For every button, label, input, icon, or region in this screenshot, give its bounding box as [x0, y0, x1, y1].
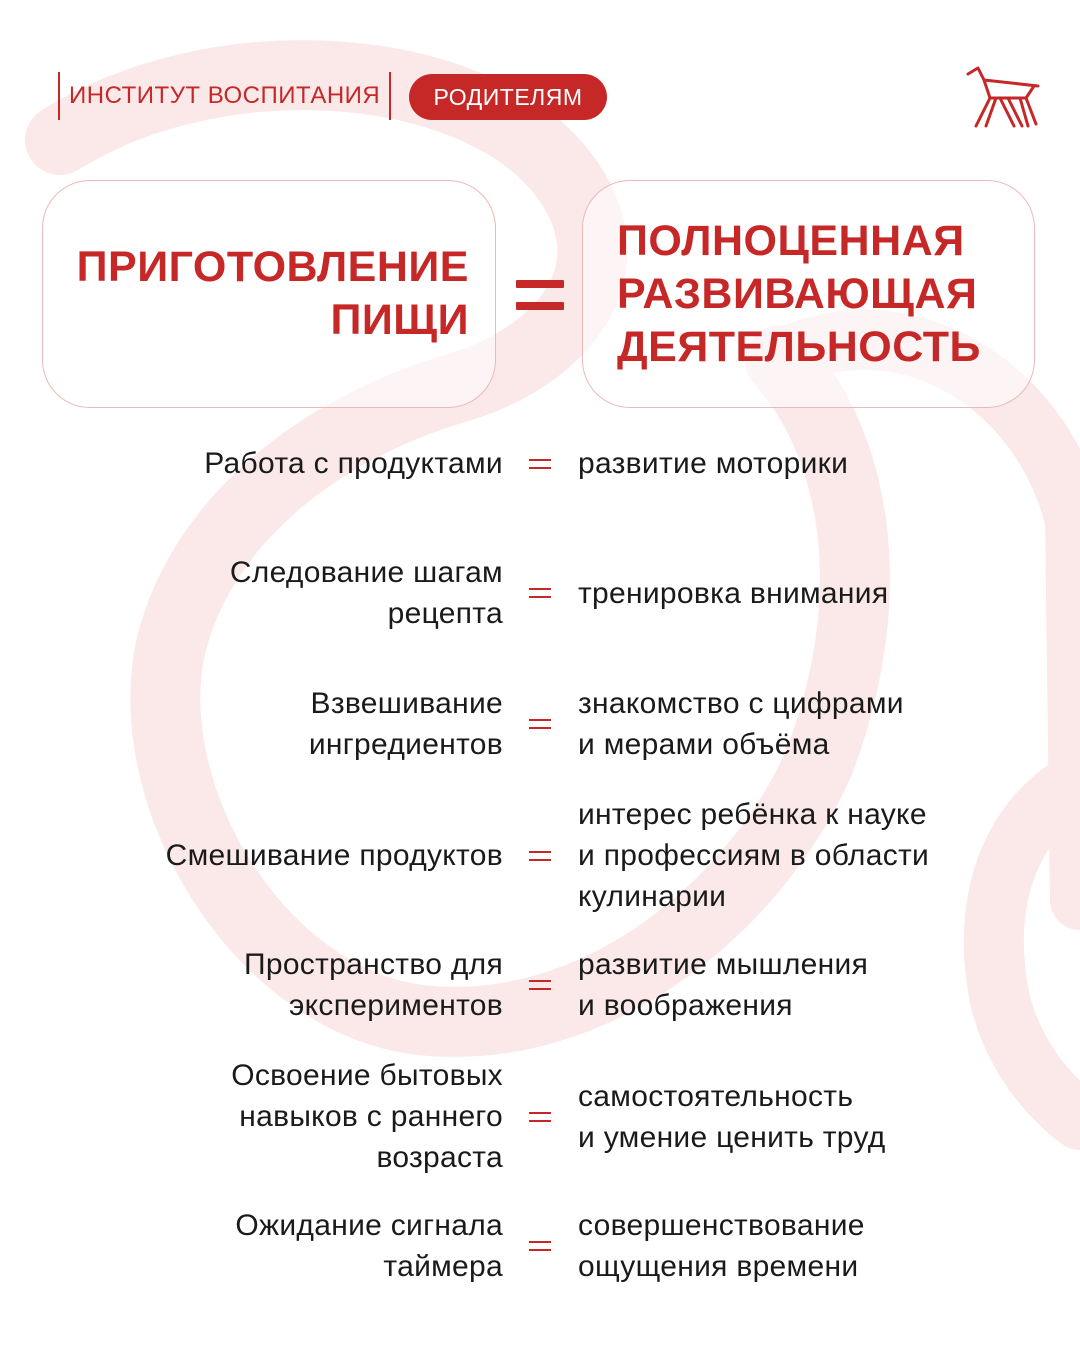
equals-sign-icon: [529, 683, 551, 765]
brand-label: ИНСТИТУТ ВОСПИТАНИЯ: [69, 82, 381, 109]
list-item-left: Следование шагам рецепта: [229, 556, 503, 630]
equals-sign-icon: [529, 1055, 551, 1178]
list-item-right: совершенствование ощущения времени: [578, 1209, 865, 1283]
equals-sign-icon: [529, 552, 551, 634]
list-item-right: тренировка внимания: [578, 576, 889, 610]
hero-left-box: [42, 180, 496, 408]
equals-sign-icon: [516, 280, 564, 314]
list-item-left: Ожидание сигнала таймера: [235, 1209, 503, 1283]
list-item-right: развитие моторики: [578, 447, 849, 480]
list-item-left: Пространство для экспериментов: [243, 948, 503, 1022]
horse-logo-icon: [964, 64, 1042, 130]
list-item-left: Взвешивание ингредиентов: [308, 687, 503, 761]
category-tag-label: РОДИТЕЛЯМ: [433, 83, 583, 110]
list-item-right: развитие мышления и воображения: [578, 948, 869, 1022]
equals-sign-icon: [529, 1205, 551, 1287]
equals-sign-icon: [529, 794, 551, 917]
hero-right-box: [582, 180, 1035, 408]
category-tag[interactable]: [409, 74, 607, 120]
list-item-right: самостоятельность и умение ценить труд: [578, 1079, 886, 1154]
equals-sign-icon: [529, 944, 551, 1026]
list-item-right: знакомство с цифрами и мерами объёма: [578, 687, 904, 761]
equals-sign-icon: [529, 443, 551, 484]
list-item-left: Освоение бытовых навыков с раннего возраста: [231, 1059, 503, 1174]
list-item-left: Работа с продуктами: [204, 447, 503, 480]
list-item-left: Смешивание продуктов: [165, 839, 503, 872]
list-item-right: интерес ребёнка к науке и профессиям в области кулинарии: [578, 798, 930, 913]
brand-name: [58, 72, 391, 120]
hero-left-title: ПРИГОТОВЛЕНИЕ ПИЩИ: [76, 243, 469, 344]
hero-right-title: ПОЛНОЦЕННАЯ РАЗВИВАЮЩАЯ ДЕЯТЕЛЬНОСТЬ: [617, 216, 981, 371]
